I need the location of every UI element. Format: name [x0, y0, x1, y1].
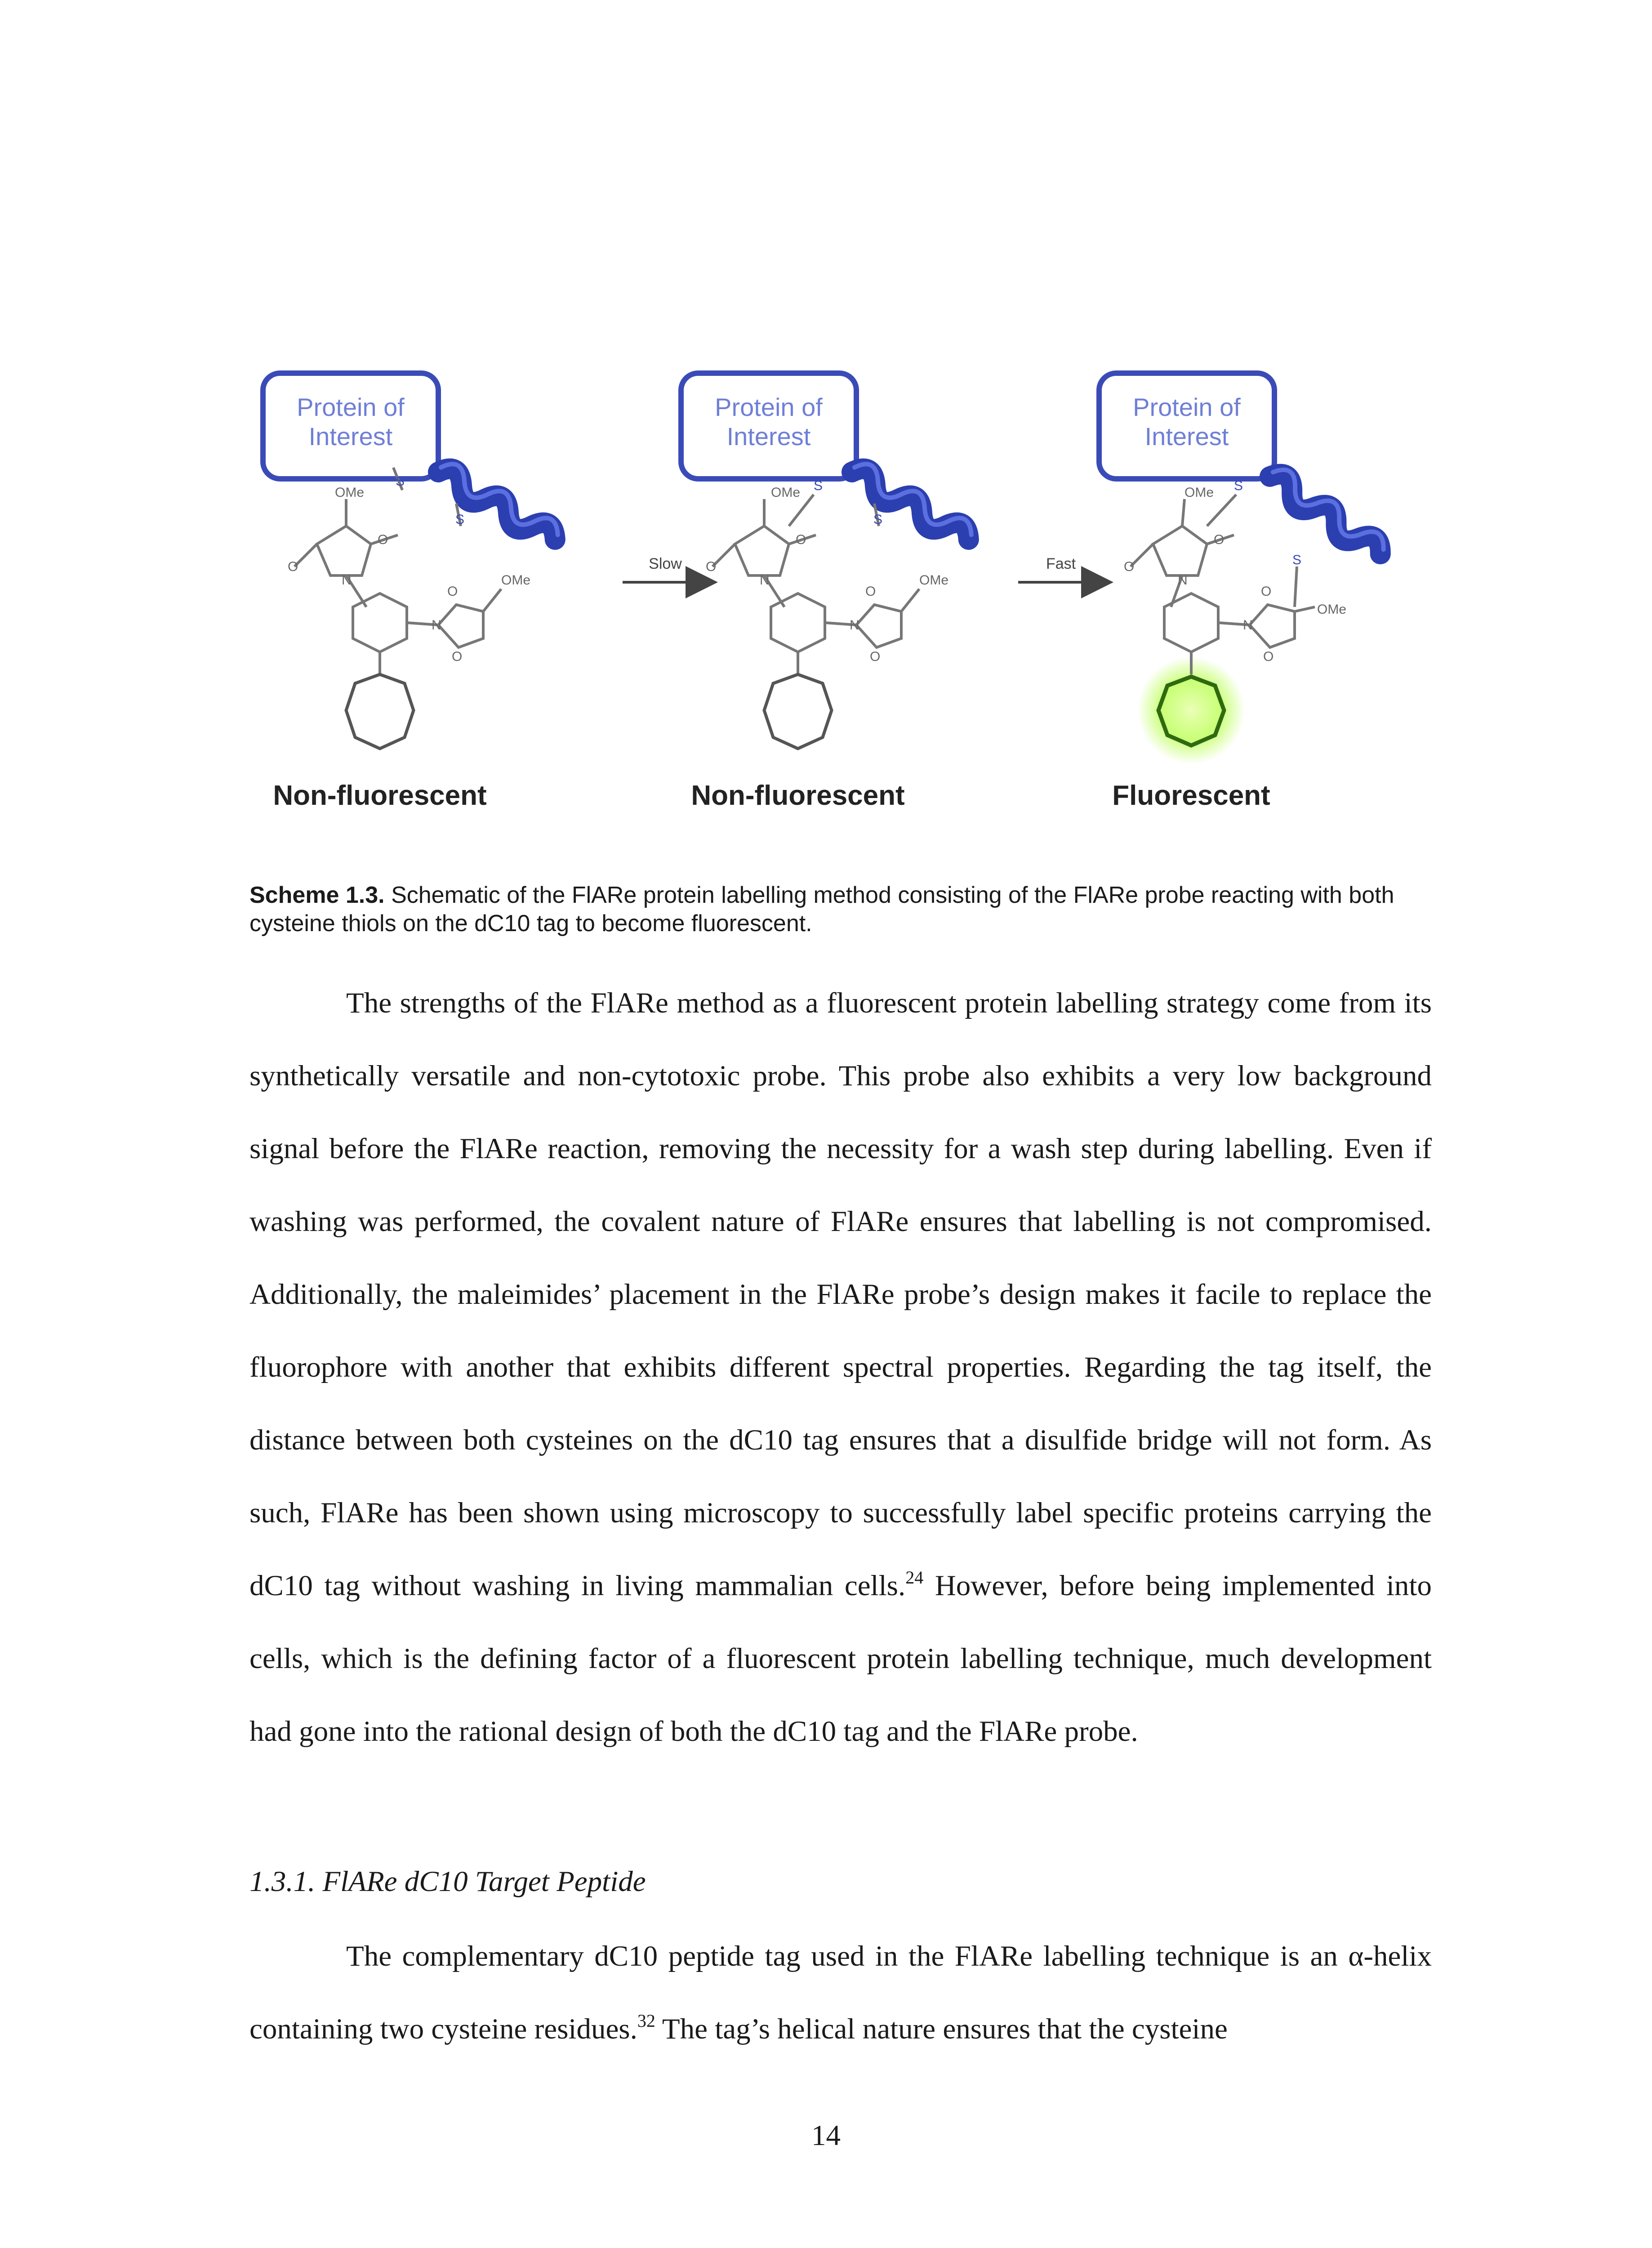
helix-3: [1264, 464, 1389, 562]
state-label-2: Non-fluorescent: [691, 780, 905, 811]
section-heading: 1.3.1. FlARe dC10 Target Peptide: [249, 1865, 646, 1898]
paragraph-1: [249, 967, 1432, 1768]
citation-24: 24: [905, 1567, 924, 1588]
atom-label: N: [760, 573, 770, 588]
paragraph-2-text-b: The tag’s helical nature ensures that the cysteine: [655, 2013, 1228, 2045]
panel-1: [263, 373, 563, 811]
atom-label: OMe: [335, 485, 365, 500]
protein-box-2-line-1: Protein of: [715, 393, 823, 421]
atom-label: O: [1124, 559, 1135, 574]
atom-label: O: [870, 649, 881, 664]
panel-2: [681, 373, 976, 811]
atom-label: O: [865, 584, 876, 599]
arrow-fast: [1018, 555, 1108, 582]
probe-structure-2: [712, 495, 919, 749]
paragraph-1-text-a: The strengths of the FlARe method as a fluorescent protein labelling strategy come from its synthetically versatile and non-cytotoxic probe. This probe also exhibits a very low background signal before the FlARe reaction, removing the necessity for a wash step during labelling. Even if washing was performed, the covalent nature of FlARe ensures that labelling is not compromised. Additionally, the maleimides’ placement in the FlARe probe’s design makes it facile to replace the fluorophore with another that exhibits different spectral properties. Regarding the tag itself, the distance between both cysteines on the dC10 tag ensures that a disulfide bridge will not form. As such, FlARe has been shown using microscopy to successfully label specific proteins carrying the dC10 tag without washing in living mammalian cells.: [249, 987, 1432, 1602]
caption-text: Schematic of the FlARe protein labelling method consisting of the FlARe probe reacting with both cysteine thiols on the dC10 tag to become fluorescent.: [249, 882, 1394, 937]
thiol-label: S: [1234, 478, 1243, 493]
citation-32: 32: [637, 2011, 655, 2031]
paragraph-1-text-b: However, before being implemented into cells, which is the defining factor of a fluorescent protein labelling technique, much development had gone into the rational design of both the dC10 tag and the FlARe probe.: [249, 1570, 1432, 1748]
atom-label: N: [432, 618, 441, 633]
atom-label: O: [1214, 532, 1225, 547]
arrow-fast-label: Fast: [1046, 555, 1076, 572]
state-label-1: Non-fluorescent: [273, 780, 487, 811]
helix-2: [847, 459, 976, 548]
protein-box-1-line-2: Interest: [308, 422, 393, 450]
arrow-slow-label: Slow: [649, 555, 682, 572]
atom-label: OMe: [1184, 485, 1214, 500]
atom-label: N: [1178, 573, 1188, 588]
flare-scheme-diagram: [249, 355, 1423, 832]
atom-label: OMe: [919, 573, 949, 588]
paragraph-2: [249, 1920, 1432, 2065]
atom-label: O: [706, 559, 717, 574]
atom-label: O: [378, 532, 388, 547]
atom-label: OMe: [1317, 602, 1347, 617]
atom-label: O: [288, 559, 298, 574]
atom-label: O: [447, 584, 458, 599]
atom-label: O: [1261, 584, 1272, 599]
page-number: 14: [811, 2119, 841, 2152]
protein-box-3-line-2: Interest: [1144, 422, 1229, 450]
scheme-figure: [249, 355, 1423, 832]
atom-label: N: [342, 573, 352, 588]
state-label-3: Fluorescent: [1112, 780, 1270, 811]
atom-label: N: [1243, 618, 1253, 633]
probe-structure-3: [1131, 495, 1315, 674]
scheme-caption: [249, 881, 1432, 938]
caption-label: Scheme 1.3.: [249, 882, 385, 908]
thiol-label: S: [396, 474, 405, 489]
panel-3: [1099, 373, 1389, 811]
atom-label: N: [850, 618, 859, 633]
arrow-slow: [623, 555, 712, 582]
atom-label: O: [1263, 649, 1274, 664]
protein-box-2-line-2: Interest: [726, 422, 811, 450]
thiol-label: S: [1292, 553, 1302, 567]
protein-box-1-line-1: Protein of: [297, 393, 405, 421]
thiol-label: S: [814, 478, 823, 493]
paragraph-2-text-a: The complementary dC10 peptide tag used in the FlARe labelling technique is an α-helix containing two cysteine residues.: [249, 1940, 1432, 2045]
atom-label: O: [796, 532, 806, 547]
protein-box-3-line-1: Protein of: [1133, 393, 1241, 421]
atom-label: OMe: [501, 573, 531, 588]
thiol-label: S: [455, 512, 465, 527]
thiol-label: S: [873, 512, 883, 527]
helix-1: [433, 459, 563, 548]
atom-label: O: [452, 649, 463, 664]
atom-label: OMe: [771, 485, 801, 500]
